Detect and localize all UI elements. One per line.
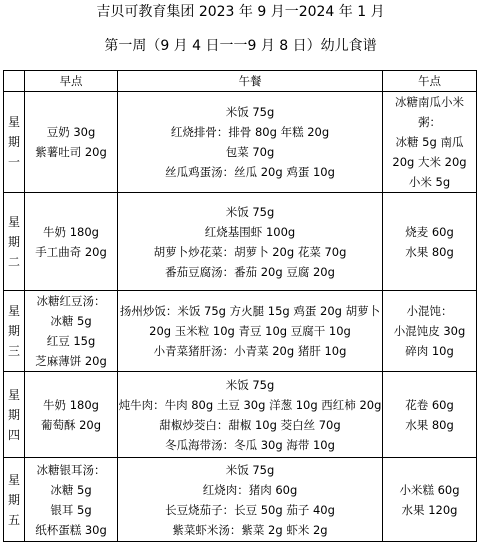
breakfast-cell: 牛奶 180g 葡萄酥 20g [25,372,118,458]
table-row [4,372,477,458]
snack-cell: 小混饨： 小混饨皮 30g 碎肉 10g [383,291,477,372]
lunch-cell: 米饭 75g 炖牛肉：牛肉 80g 土豆 30g 洋葱 10g 西红柿 20g 甜椒炒茭白：甜椒 10g 茭白丝 70g 冬瓜海带汤：冬瓜 30g 海带 10g [118,372,383,458]
breakfast-cell: 豆奶 30g 紫薯吐司 20g [25,92,118,193]
breakfast-cell: 冰糖银耳汤： 冰糖 5g 银耳 5g 纸杯蛋糕 30g [25,458,118,542]
table-row [4,193,477,291]
header-breakfast: 早点 [25,71,118,92]
header-lunch: 午餐 [118,71,383,92]
table-row [4,92,477,193]
header-day [4,71,25,92]
table-row [4,291,477,372]
day-label: 星 期 二 [4,193,25,291]
day-label: 星 期 三 [4,291,25,372]
menu-table [3,70,477,542]
day-label: 星 期 五 [4,458,25,542]
document-title: 吉贝可教育集团 2023 年 9 月一2024 年 1 月 [96,4,385,20]
snack-cell: 花卷 60g 水果 80g [383,372,477,458]
header-snack: 午点 [383,71,477,92]
table-row [4,458,477,542]
snack-cell: 小米糕 60g 水果 120g [383,458,477,542]
breakfast-cell: 冰糖红豆汤： 冰糖 5g 红豆 15g 芝麻薄饼 20g [25,291,118,372]
lunch-cell: 扬州炒饭：米饭 75g 方火腿 15g 鸡蛋 20g 胡萝卜 20g 玉米粒 10g 青豆 10g 豆腐干 10g 小青菜猪肝汤：小青菜 20g 猪肝 10g [118,291,383,372]
lunch-cell: 米饭 75g 红烧基围虾 100g 胡萝卜炒花菜：胡萝卜 20g 花菜 70g 番茄豆腐汤：番茄 20g 豆腐 20g [118,193,383,291]
lunch-cell: 米饭 75g 红烧肉：猪肉 60g 长豆烧茄子：长豆 50g 茄子 40g 紫菜虾米汤：紫菜 2g 虾米 2g [118,458,383,542]
breakfast-cell: 牛奶 180g 手工曲奇 20g [25,193,118,291]
header-row [4,71,477,92]
lunch-cell: 米饭 75g 红烧排骨：排骨 80g 年糕 20g 包菜 70g 丝瓜鸡蛋汤：丝瓜 20g 鸡蛋 10g [118,92,383,193]
document-subtitle: 第一周（9 月 4 日一一9 月 8 日）幼儿食谱 [104,38,377,54]
day-label: 星 期 四 [4,372,25,458]
day-label: 星 期 一 [4,92,25,193]
snack-cell: 冰糖南瓜小米 粥： 冰糖 5g 南瓜 20g 大米 20g 小米 5g [383,92,477,193]
snack-cell: 烧麦 60g 水果 80g [383,193,477,291]
